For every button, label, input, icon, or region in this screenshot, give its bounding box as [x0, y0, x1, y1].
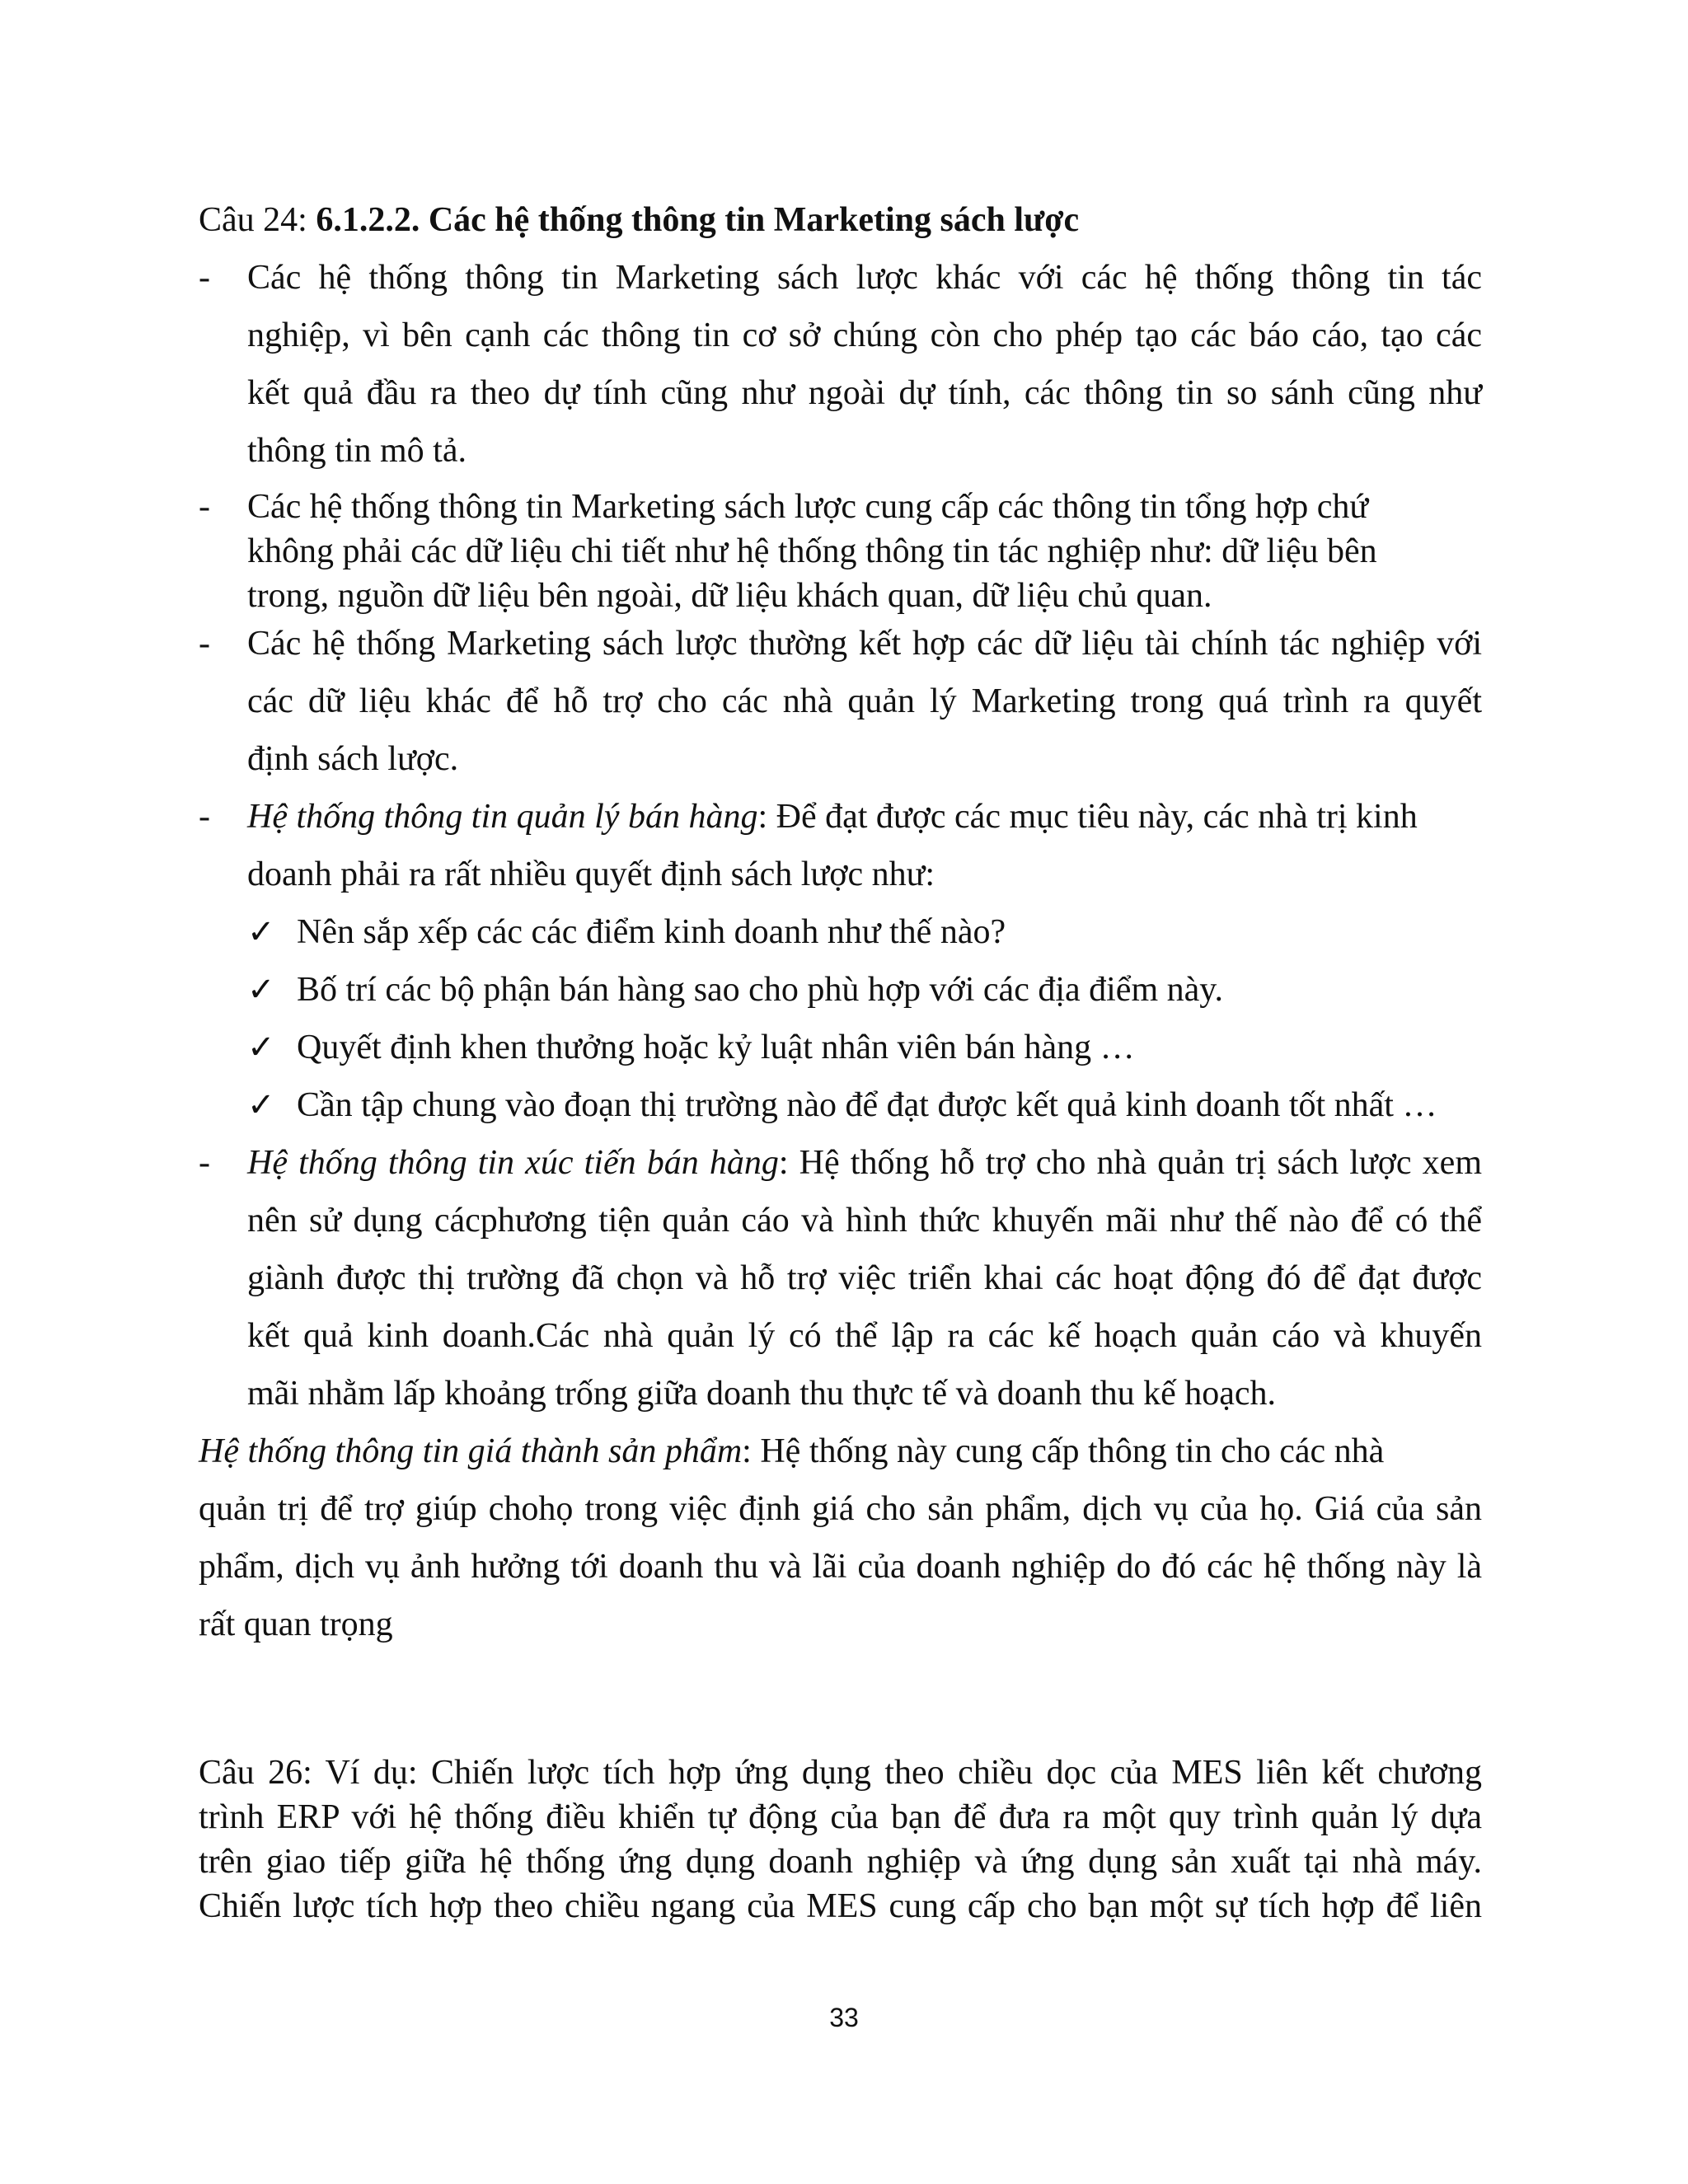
check-item: Bố trí các bộ phận bán hàng sao cho phù hợp với các địa điểm này. [297, 971, 1224, 1009]
p6-term: Hệ thống thông tin giá thành sản phẩm [199, 1432, 743, 1470]
page-number: 33 [829, 2003, 859, 2032]
b1-line: kết quả đầu ra theo dự tính cũng như ngoài dự tính, các thông tin so sánh cũng như [247, 374, 1482, 412]
b2-line: Các hệ thống thông tin Marketing sách lược cung cấp các thông tin tổng hợp chứ [247, 488, 1369, 526]
b3-line: Các hệ thống Marketing sách lược thường kết hợp các dữ liệu tài chính tác nghiệp với [247, 625, 1482, 663]
b5-line: kết quả kinh doanh.Các nhà quản lý có thể lập ra các kế hoạch quản cáo và khuyến [247, 1317, 1482, 1355]
bullet-dash: - [199, 259, 210, 297]
b3-line: các dữ liệu khác để hỗ trợ cho các nhà quản lý Marketing trong quá trình ra quyết [247, 682, 1482, 720]
b5-line: mãi nhằm lấp khoảng trống giữa doanh thu thực tế và doanh thu kế hoạch. [247, 1375, 1277, 1413]
p6-rest: : Hệ thống này cung cấp thông tin cho các nhà [742, 1432, 1385, 1470]
b5-term: Hệ thống thông tin xúc tiến bán hàng [247, 1144, 779, 1182]
check-item: Nên sắp xếp các các điểm kinh doanh như thế nào? [297, 913, 1006, 951]
b2-line: không phải các dữ liệu chi tiết như hệ thống thông tin tác nghiệp như: dữ liệu bên [247, 532, 1377, 570]
q24-section-title: 6.1.2.2. Các hệ thống thông tin Marketing sách lược [316, 201, 1080, 239]
check-item: Quyết định khen thưởng hoặc kỷ luật nhân viên bán hàng … [297, 1029, 1135, 1066]
b5-line [247, 1134, 1482, 1192]
bullet-dash: - [199, 798, 210, 836]
q24-heading [199, 191, 1079, 249]
q26-line: trên giao tiếp giữa hệ thống ứng dụng doanh nghiệp và ứng dụng sản xuất tại nhà máy. [199, 1843, 1482, 1881]
b4-term: Hệ thống thông tin quản lý bán hàng [247, 798, 758, 836]
checkmark-icon: ✓ [247, 971, 275, 1009]
q26-line: Câu 26: Ví dụ: Chiến lược tích hợp ứng dụng theo chiều dọc của MES liên kết chương [199, 1754, 1482, 1792]
p6-line [199, 1422, 1384, 1480]
b4-line [247, 788, 1418, 846]
b3-line: định sách lược. [247, 740, 459, 778]
p6-line: phẩm, dịch vụ ảnh hưởng tới doanh thu và lãi của doanh nghiệp do đó các hệ thống này là [199, 1548, 1482, 1586]
b4-line: doanh phải ra rất nhiều quyết định sách lược như: [247, 855, 935, 893]
bullet-dash: - [199, 625, 210, 663]
b5-line: nên sử dụng cácphương tiện quản cáo và hình thức khuyến mãi như thế nào để có thể [247, 1202, 1482, 1240]
b1-line: thông tin mô tả. [247, 432, 467, 470]
b4-rest: : Để đạt được các mục tiêu này, các nhà trị kinh [757, 798, 1418, 836]
q26-line: trình ERP với hệ thống điều khiển tự động của bạn để đưa ra một quy trình quản lý dựa [199, 1798, 1482, 1836]
checkmark-icon: ✓ [247, 1086, 275, 1124]
checkmark-icon: ✓ [247, 1029, 275, 1066]
b1-line: nghiệp, vì bên cạnh các thông tin cơ sở chúng còn cho phép tạo các báo cáo, tạo các [247, 316, 1482, 354]
check-item: Cần tập chung vào đoạn thị trường nào để đạt được kết quả kinh doanh tốt nhất … [297, 1086, 1437, 1124]
p6-line: rất quan trọng [199, 1605, 393, 1643]
b1-line: Các hệ thống thông tin Marketing sách lược khác với các hệ thống thông tin tác [247, 259, 1482, 297]
p6-line: quản trị để trợ giúp chohọ trong việc định giá cho sản phẩm, dịch vụ của họ. Giá của sản [199, 1490, 1482, 1528]
q24-prefix: Câu 24: [199, 201, 316, 239]
checkmark-icon: ✓ [247, 913, 275, 951]
b5-line: giành được thị trường đã chọn và hỗ trợ việc triển khai các hoạt động đó để đạt được [247, 1259, 1482, 1297]
b2-line: trong, nguồn dữ liệu bên ngoài, dữ liệu khách quan, dữ liệu chủ quan. [247, 577, 1212, 615]
q26-line: Chiến lược tích hợp theo chiều ngang của MES cung cấp cho bạn một sự tích hợp để liên [199, 1887, 1482, 1925]
bullet-dash: - [199, 488, 210, 526]
bullet-dash: - [199, 1144, 210, 1182]
b5-rest: : Hệ thống hỗ trợ cho nhà quản trị sách lược xem [778, 1144, 1482, 1182]
